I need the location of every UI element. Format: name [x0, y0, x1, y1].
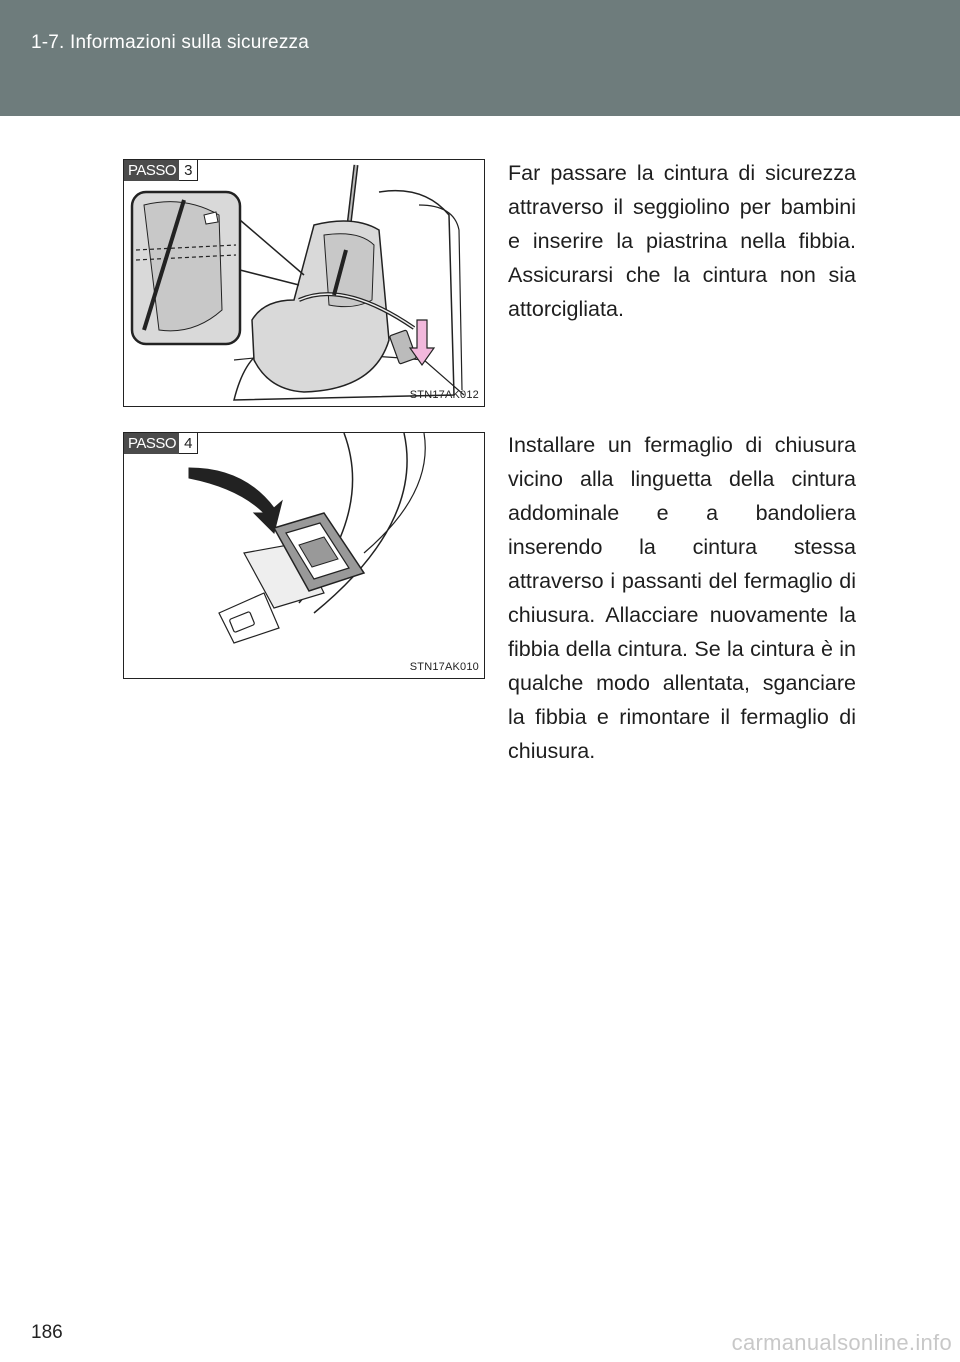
- figure-step-4: [123, 432, 485, 679]
- child-seat-illustration: [124, 160, 485, 407]
- section-header: [0, 0, 960, 116]
- page-number: 186: [31, 1322, 63, 1343]
- locking-clip-illustration: [124, 433, 485, 679]
- figure-code: STN17AK012: [409, 389, 479, 401]
- step-badge: [124, 160, 198, 181]
- step-3-text: Far passare la cintura di sicurezza attraverso il seggiolino per bambini e inserire la piastrina nella fibbia. Assicurarsi che la cintura non sia attorcigliata.: [508, 161, 856, 321]
- figure-code: STN17AK010: [409, 661, 479, 673]
- figure-step-3: [123, 159, 485, 407]
- section-title: 1-7. Informazioni sulla sicurezza: [31, 32, 309, 53]
- step-badge: [124, 433, 198, 454]
- watermark: carmanualsonline.info: [731, 1330, 952, 1355]
- step-word: PASSO: [124, 433, 179, 454]
- step-number: 3: [179, 160, 198, 181]
- step-number: 4: [179, 433, 198, 454]
- step-word: PASSO: [124, 160, 179, 181]
- step-4-text: Installare un fermaglio di chiusura vicino alla linguetta della cintura addominale e a bandoliera inserendo la cintura stessa attraverso i passanti del fermaglio di chiusura. Allacciare nuovamente la fibbia della cintura. Se la cintura è in qualche modo allentata, sganciare la fibbia e rimontare il fermaglio di chiusura.: [508, 433, 856, 763]
